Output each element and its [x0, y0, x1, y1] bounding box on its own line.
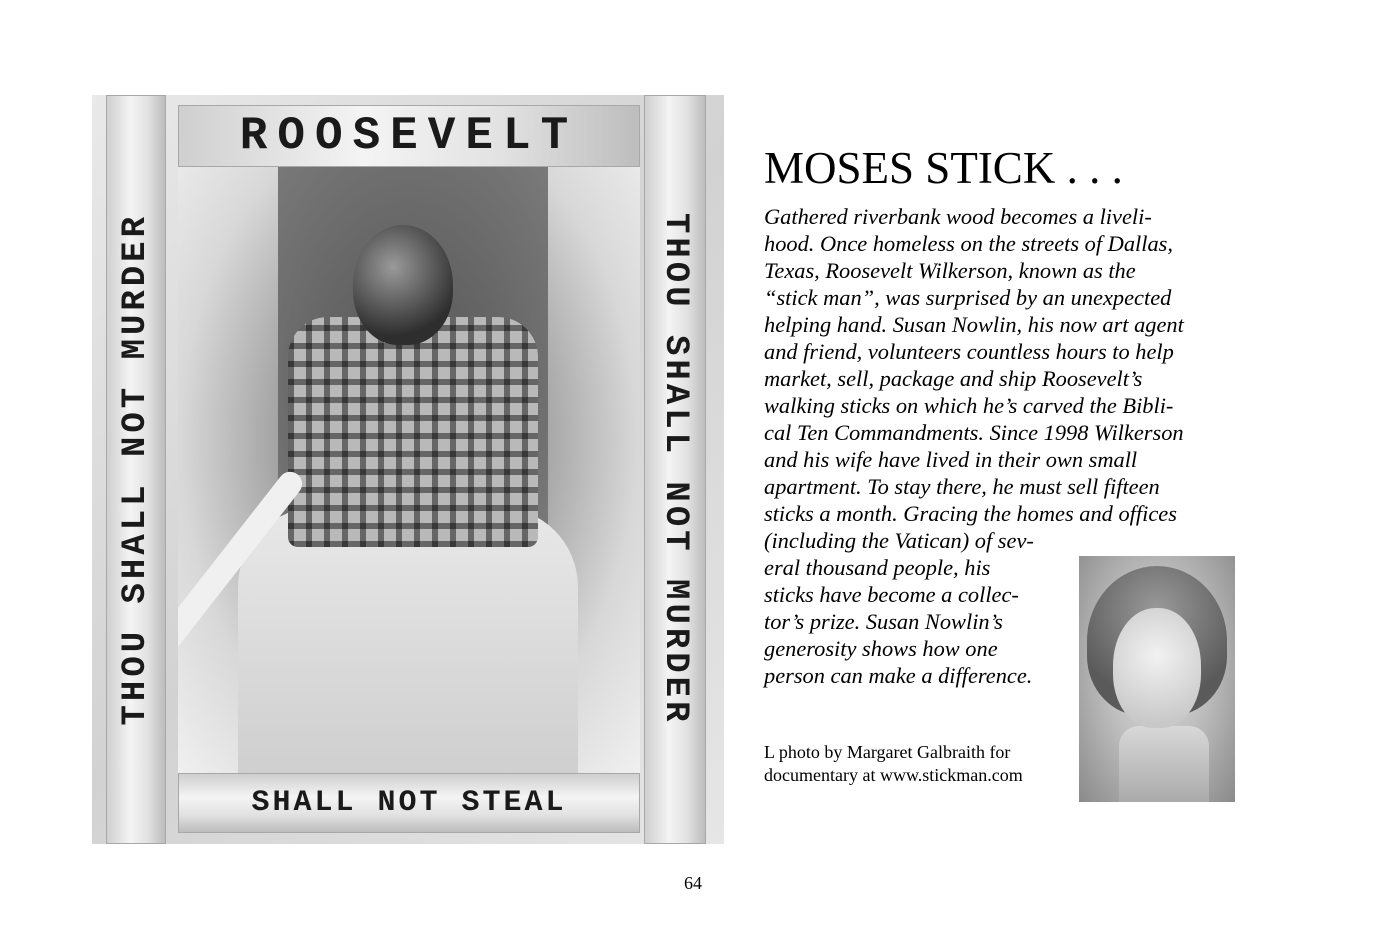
- stick-right-carving: THOU SHALL NOT MURDER: [656, 213, 694, 726]
- body-line: (including the Vatican) of sev-: [764, 528, 1034, 553]
- body-line: cal Ten Commandments. Since 1998 Wilkerson: [764, 420, 1184, 445]
- body-line: Texas, Roosevelt Wilkerson, known as the: [764, 258, 1136, 283]
- stick-left-carving: THOU SHALL NOT MURDER: [117, 213, 155, 726]
- caption-line: documentary at www.stickman.com: [764, 765, 1023, 785]
- carved-stick-right: [644, 95, 706, 844]
- carved-stick-bottom: [178, 773, 640, 833]
- susan-nowlin-portrait: [1079, 556, 1235, 802]
- body-line: Gathered riverbank wood becomes a liveli-: [764, 204, 1152, 229]
- figure-head: [353, 225, 453, 345]
- body-line: “stick man”, was surprised by an unexpected: [764, 285, 1172, 310]
- article-title: MOSES STICK . . .: [764, 143, 1123, 193]
- body-line: eral thousand people, his: [764, 555, 991, 580]
- body-line: walking sticks on which he’s carved the Bibli-: [764, 393, 1174, 418]
- page-number: 64: [684, 873, 702, 893]
- body-line: generosity shows how one: [764, 636, 998, 661]
- stick-top-carving: ROOSEVELT: [239, 110, 579, 162]
- caption-line: L photo by Margaret Galbraith for: [764, 742, 1011, 762]
- stick-bottom-carving: SHALL NOT STEAL: [251, 786, 567, 820]
- figure-plaid-shirt: [288, 317, 538, 547]
- body-line: tor’s prize. Susan Nowlin’s: [764, 609, 1003, 634]
- body-line: person can make a difference.: [764, 663, 1033, 688]
- body-line: helping hand. Susan Nowlin, his now art agent: [764, 312, 1184, 337]
- body-line: sticks have become a collec-: [764, 582, 1019, 607]
- portrait-neck: [1119, 726, 1209, 802]
- body-line: and friend, volunteers countless hours to help: [764, 339, 1174, 364]
- carved-stick-top: [178, 105, 640, 167]
- carved-stick-left: [106, 95, 166, 844]
- body-line: apartment. To stay there, he must sell fifteen: [764, 474, 1160, 499]
- body-line: market, sell, package and ship Roosevelt’s: [764, 366, 1143, 391]
- stickman-framed-photo: [92, 95, 724, 844]
- portrait-face: [1113, 608, 1201, 728]
- body-line: sticks a month. Gracing the homes and offices: [764, 501, 1177, 526]
- body-line: and his wife have lived in their own small: [764, 447, 1138, 472]
- photo-caption: [764, 741, 1023, 787]
- body-line: hood. Once homeless on the streets of Dallas,: [764, 231, 1173, 256]
- roosevelt-wilkerson-photo: [178, 167, 640, 773]
